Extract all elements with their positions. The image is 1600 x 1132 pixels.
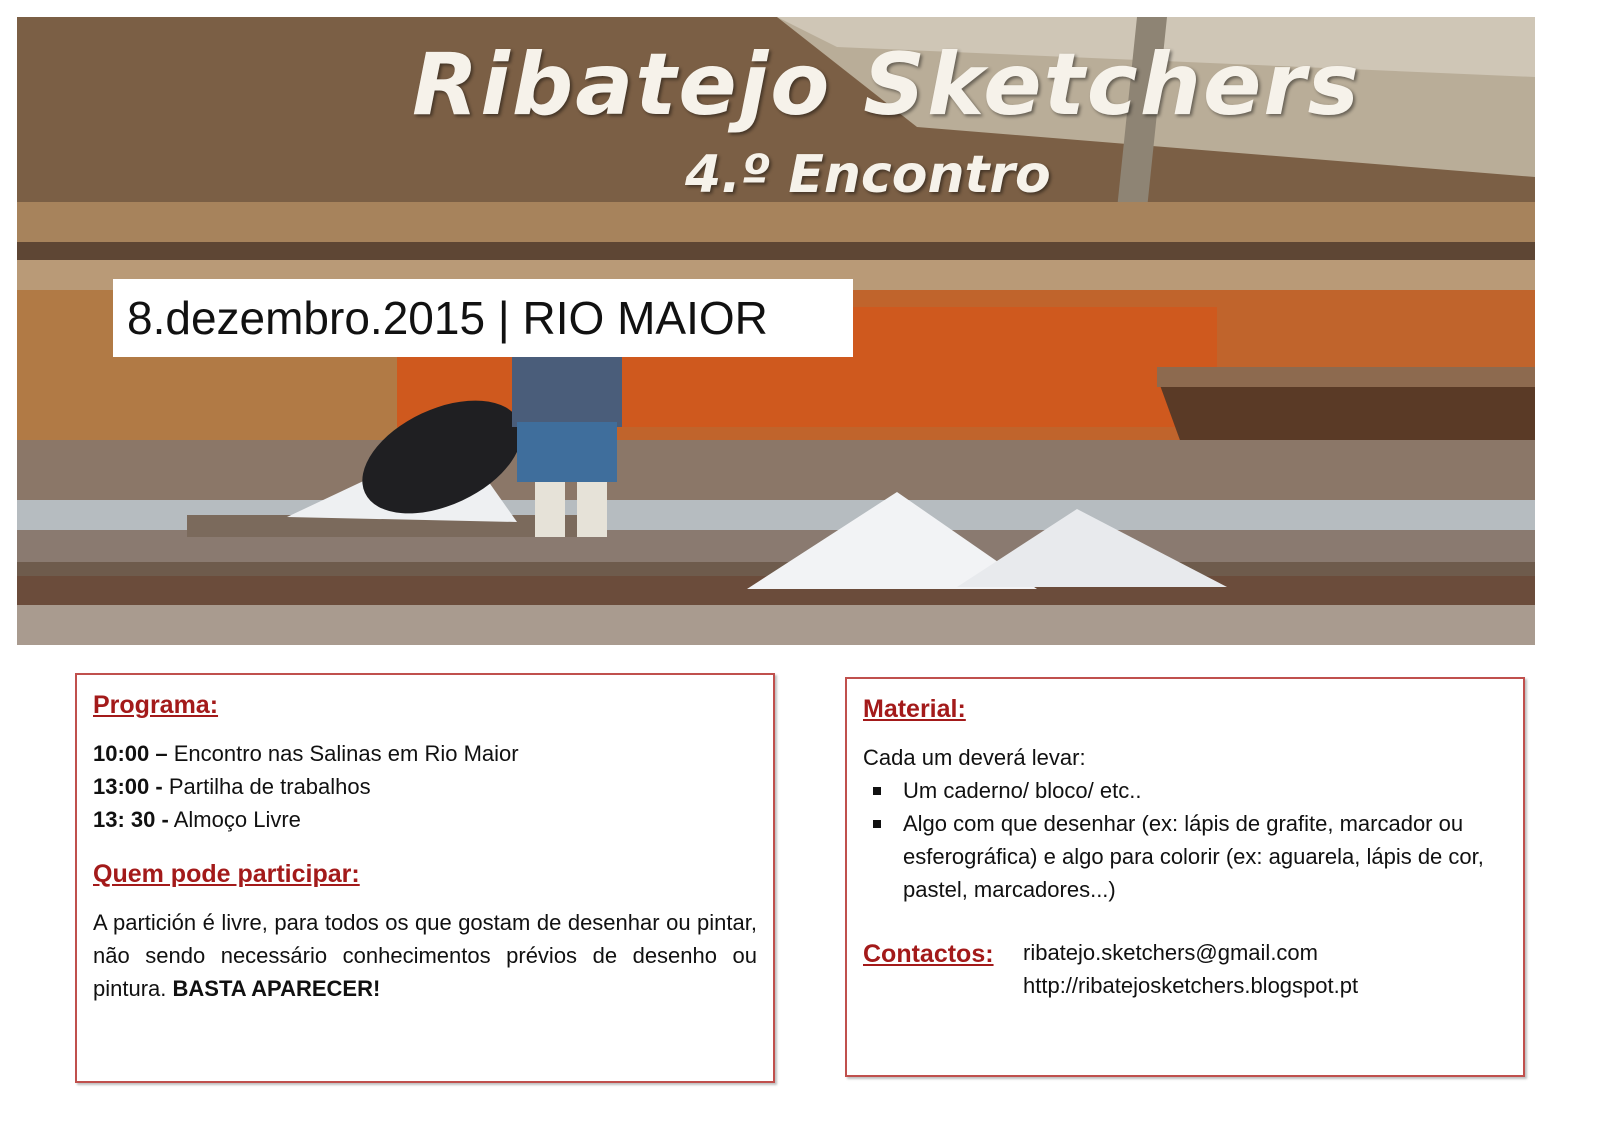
contactos-title: Contactos: xyxy=(863,940,994,968)
contact-lines xyxy=(1023,936,1358,1002)
material-panel xyxy=(845,677,1525,1077)
schedule-item xyxy=(93,803,757,836)
schedule-time: 13:00 - xyxy=(93,774,163,799)
event-title: Ribatejo Sketchers xyxy=(412,35,1361,135)
schedule-list xyxy=(93,737,757,836)
material-intro: Cada um deverá levar: xyxy=(863,745,1086,770)
schedule-time: 10:00 – xyxy=(93,741,168,766)
schedule-activity: Almoço Livre xyxy=(173,807,301,832)
contact-email-link[interactable]: ribatejo.sketchers@gmail.com xyxy=(1023,940,1318,965)
material-item: Um caderno/ bloco/ etc.. xyxy=(863,774,1507,807)
material-title: Material: xyxy=(863,695,966,723)
participar-emphasis: BASTA APARECER! xyxy=(172,976,381,1001)
participar-description: A partición é livre, para todos os que gostam de desenhar ou pintar, não sendo necessário conhecimentos prévios de desenho ou pintura. xyxy=(93,910,757,1001)
contacts-section xyxy=(863,936,1507,1002)
schedule-activity: Partilha de trabalhos xyxy=(168,774,371,799)
event-subtitle: 4.º Encontro xyxy=(685,145,1051,205)
material-list xyxy=(863,774,1507,906)
hero-photo xyxy=(17,17,1535,645)
programa-panel xyxy=(75,673,775,1083)
date-location-text: 8.dezembro.2015 | RIO MAIOR xyxy=(127,292,768,344)
schedule-activity: Encontro nas Salinas em Rio Maior xyxy=(173,741,519,766)
participar-title: Quem pode participar: xyxy=(93,860,360,888)
programa-title: Programa: xyxy=(93,691,219,719)
date-location-banner xyxy=(113,279,853,357)
schedule-time: 13: 30 - xyxy=(93,807,169,832)
material-item: Algo com que desenhar (ex: lápis de grafite, marcador ou esferográfica) e algo para colorir (ex: aguarela, lápis de cor, pastel, marcadores...) xyxy=(863,807,1507,906)
schedule-item xyxy=(93,770,757,803)
contact-website-link[interactable]: http://ribatejosketchers.blogspot.pt xyxy=(1023,973,1359,998)
schedule-item xyxy=(93,737,757,770)
participar-text xyxy=(93,906,757,1005)
